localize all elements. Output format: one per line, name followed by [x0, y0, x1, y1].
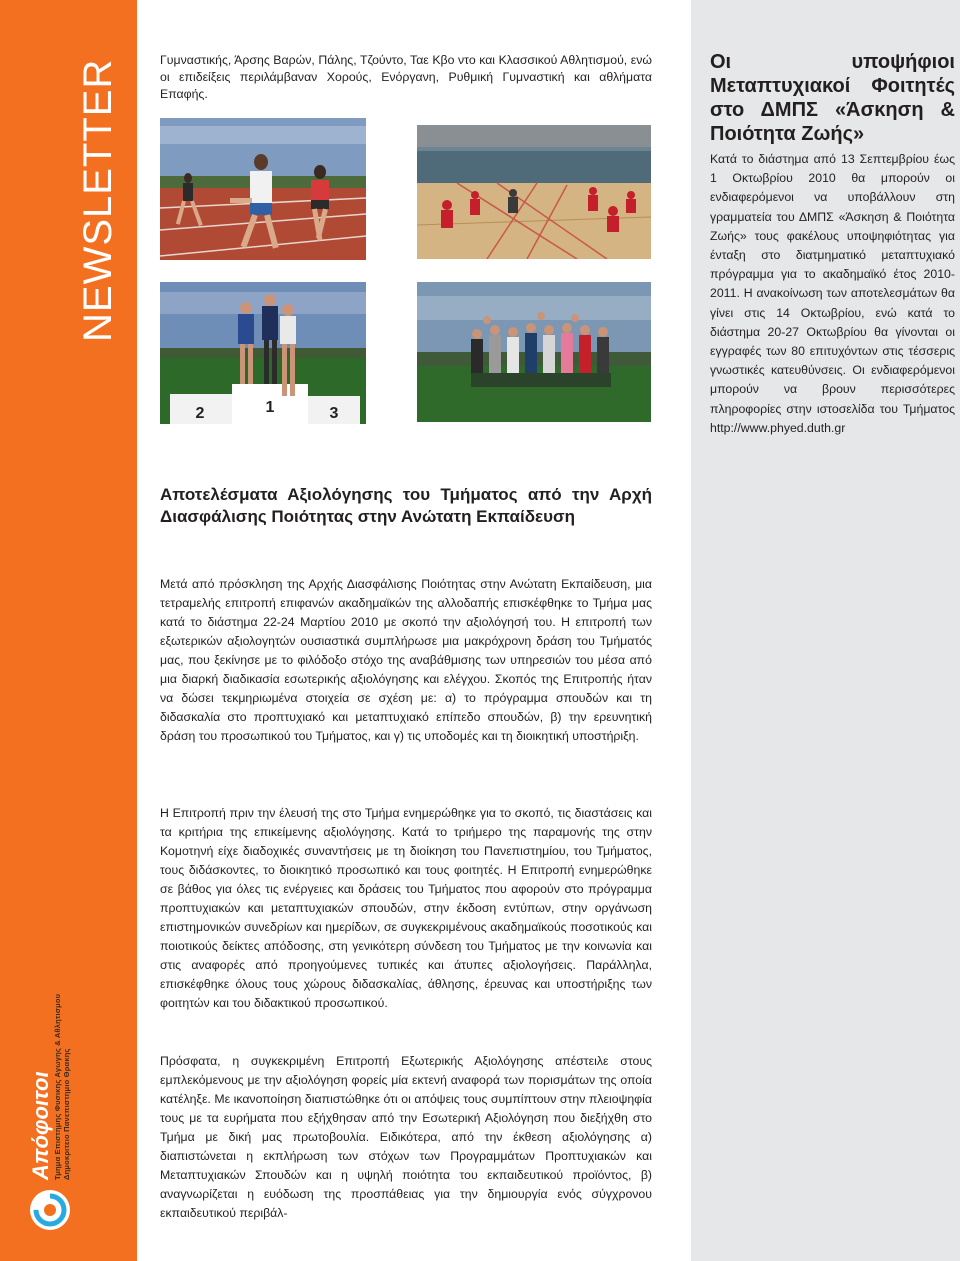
svg-text:1: 1: [265, 399, 275, 416]
alumni-logo: [28, 994, 72, 1232]
article-heading: Αποτελέσματα Αξιολόγησης του Τμήματος από την Αρχή Διασφάλισης Ποιότητας στην Ανώτατη Εκπαίδευση: [160, 485, 652, 526]
gymnasium-photo: [417, 125, 651, 259]
group-photo: [417, 282, 651, 422]
sidebar-article-title: Οι υποψήφιοι Μεταπτυχιακοί Φοιτητές στο ΔΜΠΣ «Άσκηση & Ποιότητα Ζωής»: [710, 51, 955, 145]
newsletter-label: NEWSLETTER: [76, 58, 120, 342]
logo-name: Απόφοιτοι: [27, 1071, 53, 1180]
logo-subtitle-university: Δημοκριτειο Πανεπιστημιο Θρακης: [62, 1048, 71, 1180]
article-paragraph-3: Πρόσφατα, η συγκεκριμένη Επιτροπή Εξωτερικής Αξιολόγησης απέστειλε στους εμπλεκόμενους με την αξιολόγηση φορείς μία εκτενή αναφορά των πορισμάτων της οποία κατέληξε. Με ικανοποίηση διαπιστώθηκε ότι οι απόψεις τους συμπίπτουν στην πλειοψηφία τους με τα ευρήματα που εξήχθησαν από την Εσωτερική Αξιολόγηση που διεξήχθη στο Τμήμα με δική μας πρωτοβουλία. Ειδικότερα, από την έκθεση αξιολόγησης α) διαπιστώνεται η εκπλήρωση των στόχων των Προγραμμάτων Προπτυχιακών και Μεταπτυχιακών Σπουδών και η υψηλή ποιότητα του εκπαιδευτικού προϊόντος, β) αναγνωρίζεται η ευόδωση της προσπάθειας για την δημιουργία ενός σύγχρονου εκπαιδευτικού περιβάλ-: [160, 1054, 652, 1220]
logo-circle-icon: [28, 1188, 72, 1232]
logo-subtitle-department: Τμημα Επιστημης Φυσικης Αγωγης & Αθλητισμου: [52, 993, 62, 1180]
relay-race-photo: [160, 118, 366, 260]
sidebar-article-body: Κατά το διάστημα από 13 Σεπτεμβρίου έως 1 Οκτωβρίου 2010 θα μπορούν οι ενδιαφερόμενοι να υποβάλλουν στη γραμματεία του ΔΜΠΣ «Άσκηση & Ποιότητα Ζωής» τους φακέλους υποψηφιότητας για ένταξη στο διατμηματικό μεταπτυχιακό πρόγραμμα για το ακαδημαϊκό έτος 2010-2011. Η ανακοίνωση των αποτελεσμάτων θα γίνει στις 14 Οκτωβρίου, ενώ κατά το διάστημα 20-27 Οκτωβρίου θα γίνονται οι εγγραφές των 80 επιτυχόντων στις τέσσερις γνωστικές κατευθύνσεις. Οι ενδιαφερόμενοι μπορούν να βρουν περισσότερες πληροφορίες στην ιστοσελίδα του Τμήματος http://www.phyed.duth.gr: [710, 152, 955, 435]
article-paragraph-2: Η Επιτροπή πριν την έλευσή της στο Τμήμα ενημερώθηκε για το σκοπό, τις διαστάσεις και τα κριτήρια της επικείμενης αξιολόγησης. Κατά το τριήμερο της παραμονής της στην Κομοτηνή είχε διαδοχικές συναντήσεις με τη διοίκηση του Πανεπιστημίου, του Τμήματος, τους διδάσκοντες, το διοικητικό προσωπικό και τους φοιτητές. Η Επιτροπή ενημερώθηκε σε βάθος για όλες τις ενέργειες και δράσεις του Τμήματος που αφορούν στο πρόγραμμα προπτυχιακών και μεταπτυχιακών σπουδών, στην έκδοση εντύπων, στην οργάνωση επιστημονικών συνεδρίων και ημερίδων, σε συγκεκριμένους ακαδημαϊκούς ποσοτικούς και ποιοτικούς δείκτες απόδοσης, στη γενικότερη σύνδεση του Τμήματος με την κοινωνία και στις αναφορές από προηγούμενες τυπικές και άτυπες αξιολογήσεις. Παράλληλα, επισκέφθηκε όλους τους χώρους διδασκαλίας, άθλησης, έρευνας και υποστήριξης των φοιτητών και του διδακτικού προσωπικού.: [160, 806, 652, 1010]
podium-photo: [160, 282, 366, 424]
article-paragraph-1: Μετά από πρόσκληση της Αρχής Διασφάλισης Ποιότητας στην Ανώτατη Εκπαίδευση, μια τετραμελής επιτροπή επιφανών ακαδημαϊκών της αλλοδαπής επισκέφθηκε το Τμήμα μας κατά το διάστημα 22-24 Μαρτίου 2010 με σκοπό την αξιολόγησή του. Η επιτροπή των εξωτερικών αξιολογητών ουσιαστικά συμπλήρωσε μια μακρόχρονη δράση του Τμήματός μας, που ξεκίνησε με το φιλόδοξο στόχο της αναβάθμισης των υπηρεσιών του μέσα από μια διαρκή διαδικασία εσωτερικής αξιολόγησης και ελέγχου. Σκοπός της Επιτροπής ήταν να δώσει τεκμηριωμένα στοιχεία σε σχέση με: α) το πρόγραμμα σπουδών και τη διδασκαλία στο προπτυχιακό και μεταπτυχιακό επίπεδο σπουδών, β) την ερευνητική δράση του προσωπικού του Τμήματος, και γ) τις υποδομές και τη διοικητική υποστήριξη.: [160, 577, 652, 743]
svg-text:3: 3: [329, 405, 339, 422]
intro-paragraph: Γυμναστικής, Άρσης Βαρών, Πάλης, Τζούντο, Ταε Κβο ντο και Κλασσικού Αθλητισμού, ενώ οι επιδείξεις περιλάμβαναν Χορούς, Ενόργανη, Ρυθμική Γυμναστική και αθλήματα Επαφής.: [160, 53, 652, 101]
svg-text:2: 2: [195, 405, 205, 422]
